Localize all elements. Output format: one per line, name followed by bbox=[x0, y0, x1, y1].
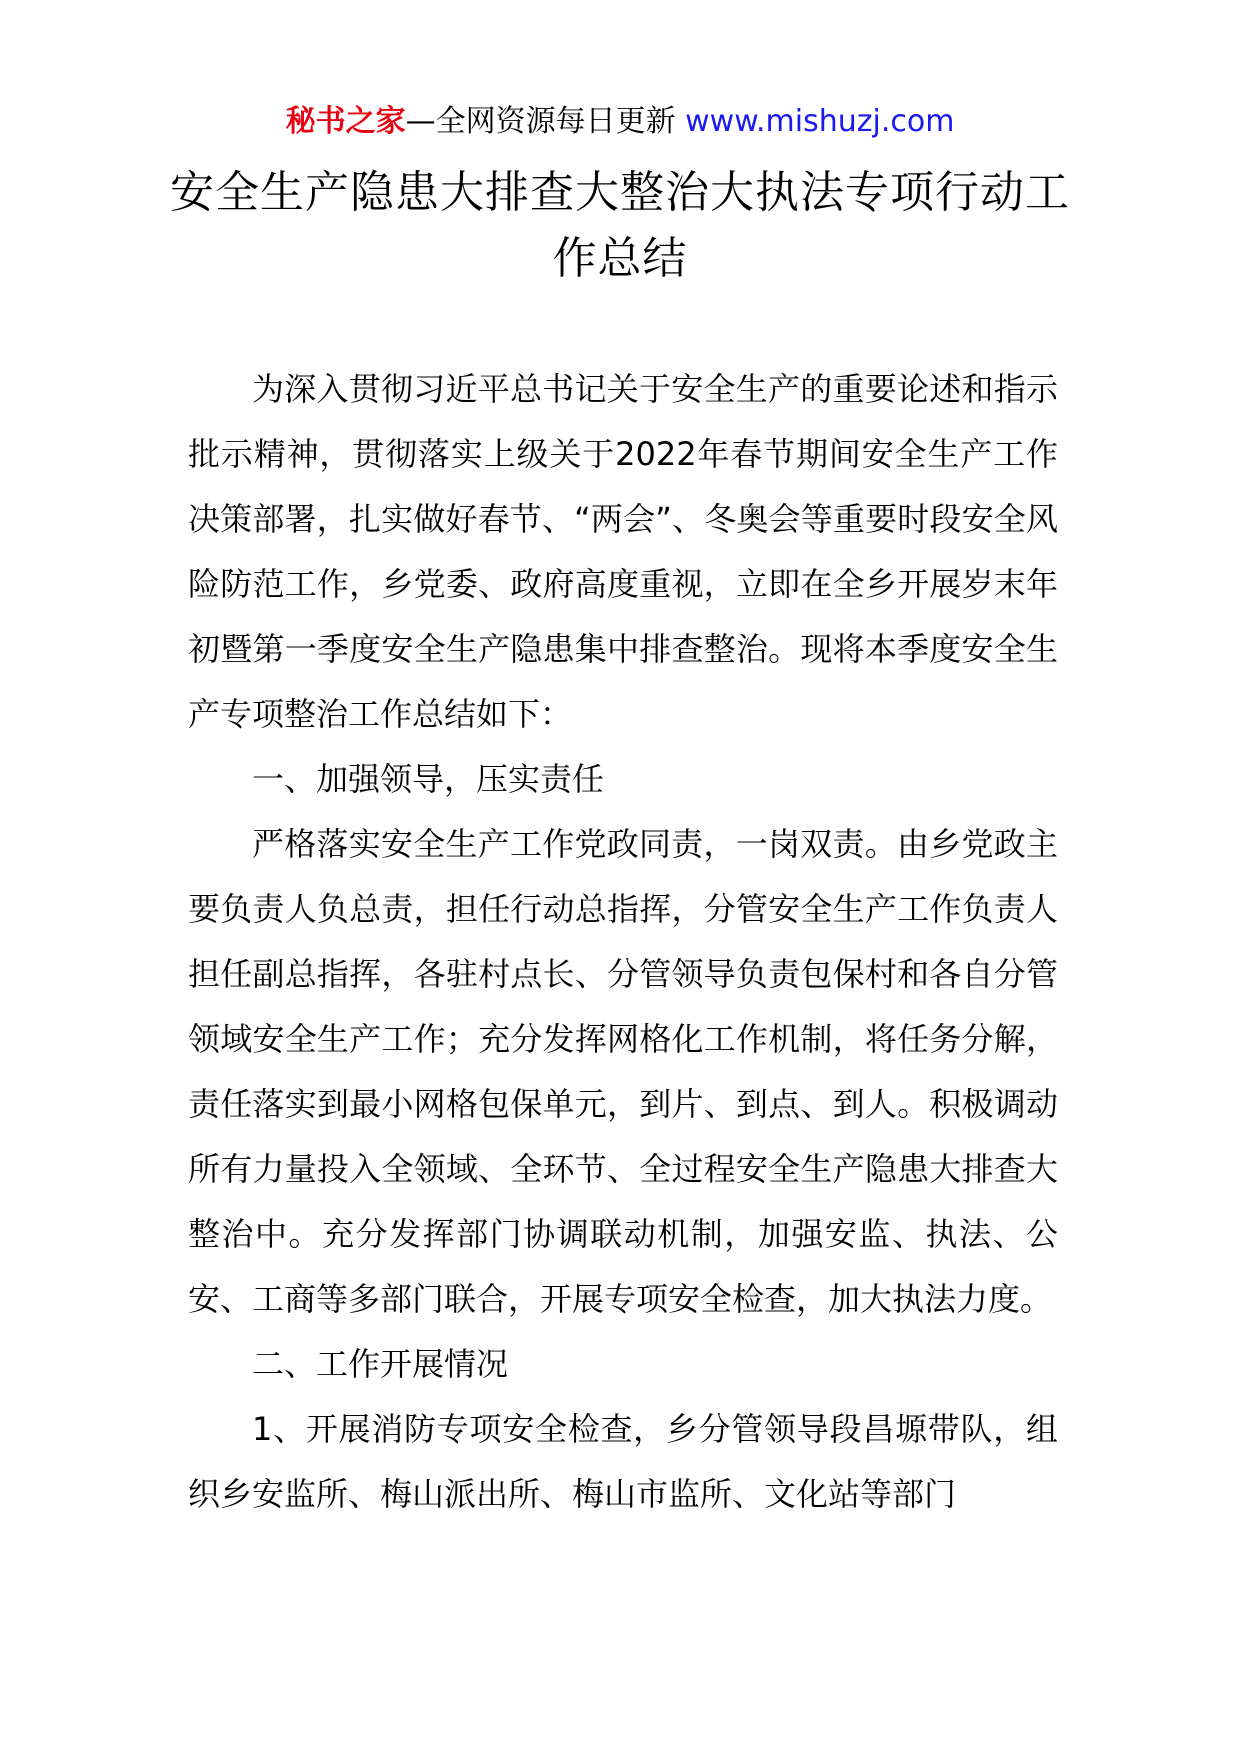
document-title: 安全生产隐患大排查大整治大执法专项行动工作总结 bbox=[170, 167, 1070, 284]
document-body bbox=[188, 357, 1058, 1527]
site-brand: 秘书之家 bbox=[285, 104, 406, 139]
section-heading-2: 二、工作开展情况 bbox=[252, 1345, 509, 1383]
section-heading-1: 一、加强领导，压实责任 bbox=[252, 760, 605, 798]
site-header bbox=[0, 100, 1240, 144]
site-url-link[interactable]: www.mishuzj.com bbox=[685, 104, 955, 139]
site-tagline: —全网资源每日更新 bbox=[405, 104, 686, 139]
section-1-paragraph: 严格落实安全生产工作党政同责，一岗双责。由乡党政主要负责人负总责，担任行动总指挥，分管安全生产工作负责人担任副总指挥，各驻村点长、分管领导负责包保村和各自分管领域安全生产工作；充分发挥网格化工作机制，将任务分解，责任落实到最小网格包保单元，到片、到点、到人。积极调动所有力量投入全领域、全环节、全过程安全生产隐患大排查大整治中。充分发挥部门协调联动机制，加强安监、执法、公安、工商等多部门联合，开展专项安全检查，加大执法力度。 bbox=[188, 825, 1058, 1318]
intro-paragraph: 为深入贯彻习近平总书记关于安全生产的重要论述和指示批示精神，贯彻落实上级关于2022年春节期间安全生产工作决策部署，扎实做好春节、“两会”、冬奥会等重要时段安全风险防范工作，乡党委、政府高度重视，立即在全乡开展岁末年初暨第一季度安全生产隐患集中排查整治。现将本季度安全生产专项整治工作总结如下： bbox=[188, 370, 1058, 733]
section-2-item-1: 1、开展消防专项安全检查，乡分管领导段昌塬带队，组织乡安监所、梅山派出所、梅山市监所、文化站等部门 bbox=[188, 1410, 1058, 1513]
